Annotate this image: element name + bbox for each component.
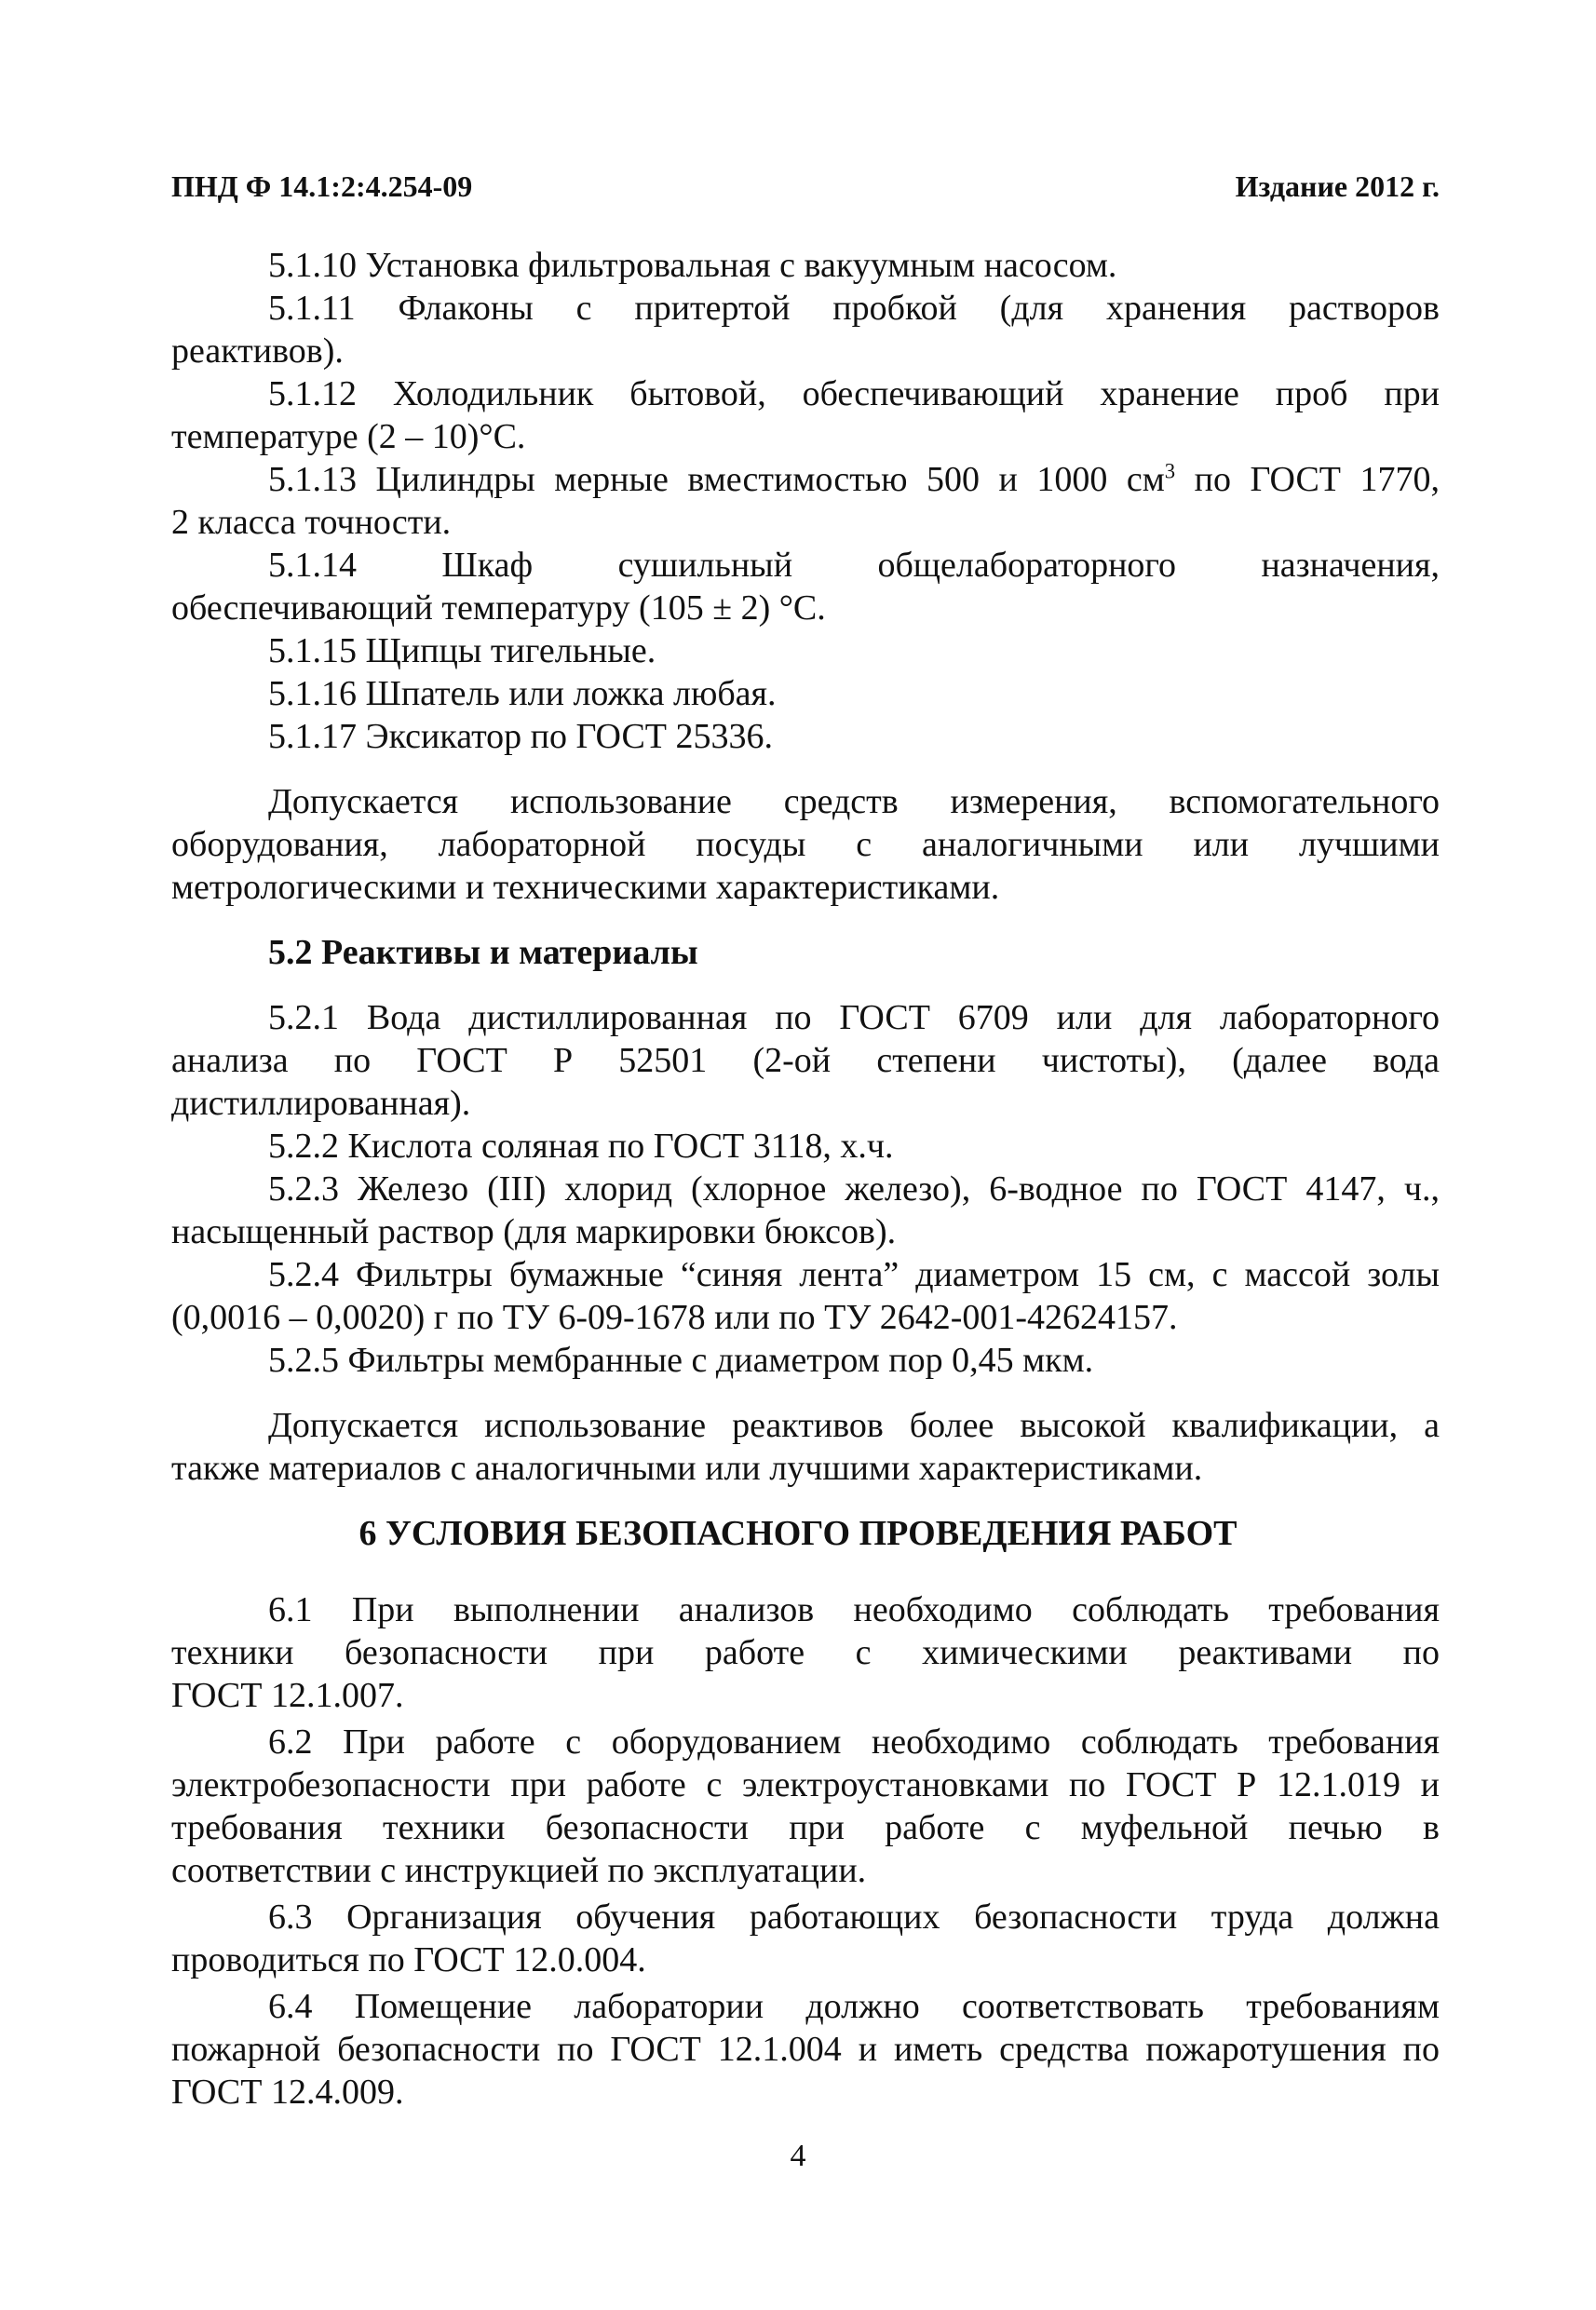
- item-5-2-1-line-2: анализа по ГОСТ Р 52501 (2-ой степени чистоты), (далее вода: [171, 1041, 1440, 1080]
- item-5-1-10: 5.1.10 Установка фильтровальная с вакуумным насосом.: [268, 246, 1117, 285]
- para-6-3-line-2: проводиться по ГОСТ 12.0.004.: [171, 1940, 646, 1979]
- note-1-line-3: метрологическими и техническими характеристиками.: [171, 868, 1000, 907]
- item-5-1-13-text-tail: по ГОСТ 1770,: [1175, 460, 1440, 499]
- item-5-1-13-line-1: [268, 458, 1440, 501]
- item-5-2-4-line-2: (0,0016 – 0,0020) г по ТУ 6-09-1678 или по ТУ 2642-001-42624157.: [171, 1298, 1178, 1337]
- item-5-1-13-line-2: 2 класса точности.: [171, 503, 452, 542]
- page-number: 4: [790, 2139, 806, 2173]
- item-5-1-17: 5.1.17 Эксикатор по ГОСТ 25336.: [268, 717, 774, 756]
- edition-label: Издание 2012 г.: [1235, 169, 1440, 203]
- para-6-2-line-2: электробезопасности при работе с электроустановками по ГОСТ Р 12.1.019 и: [171, 1765, 1440, 1804]
- item-5-1-15: 5.1.15 Щипцы тигельные.: [268, 631, 656, 670]
- para-6-1-line-3: ГОСТ 12.1.007.: [171, 1676, 404, 1715]
- para-6-2-line-1: 6.2 При работе с оборудованием необходимо соблюдать требования: [268, 1722, 1440, 1762]
- item-5-1-14-line-2: обеспечивающий температуру (105 ± 2) °С.: [171, 588, 826, 628]
- section-5-2-heading: 5.2 Реактивы и материалы: [268, 933, 698, 972]
- para-6-4-line-1: 6.4 Помещение лаборатории должно соответствовать требованиям: [268, 1987, 1440, 2026]
- item-5-1-12-line-1: 5.1.12 Холодильник бытовой, обеспечивающий хранение проб при: [268, 374, 1440, 413]
- item-5-2-2: 5.2.2 Кислота соляная по ГОСТ 3118, х.ч.: [268, 1127, 894, 1166]
- para-6-2-line-4: соответствии с инструкцией по эксплуатации.: [171, 1851, 867, 1890]
- para-6-2-line-3: требования техники безопасности при работе с муфельной печью в: [171, 1808, 1440, 1847]
- note-1-line-2: оборудования, лабораторной посуды с аналогичными или лучшими: [171, 825, 1440, 864]
- note-2-line-2: также материалов с аналогичными или лучшими характеристиками.: [171, 1449, 1203, 1488]
- para-6-4-line-3: ГОСТ 12.4.009.: [171, 2073, 404, 2112]
- para-6-3-line-1: 6.3 Организация обучения работающих безопасности труда должна: [268, 1898, 1440, 1937]
- note-2-line-1: Допускается использование реактивов более высокой квалификации, а: [268, 1406, 1440, 1445]
- para-6-4-line-2: пожарной безопасности по ГОСТ 12.1.004 и иметь средства пожаротушения по: [171, 2030, 1440, 2069]
- item-5-2-3-line-2: насыщенный раствор (для маркировки бюксов).: [171, 1212, 897, 1251]
- item-5-2-1-line-1: 5.2.1 Вода дистиллированная по ГОСТ 6709 или для лабораторного: [268, 998, 1440, 1037]
- item-5-2-5: 5.2.5 Фильтры мембранные с диаметром пор 0,45 мкм.: [268, 1341, 1094, 1380]
- item-5-2-4-line-1: 5.2.4 Фильтры бумажные “синяя лента” диаметром 15 см, с массой золы: [268, 1255, 1440, 1294]
- item-5-1-11-line-1: 5.1.11 Флаконы с притертой пробкой (для хранения растворов: [268, 289, 1440, 328]
- document-code: ПНД Ф 14.1:2:4.254-09: [171, 169, 473, 203]
- note-1-line-1: Допускается использование средств измерения, вспомогательного: [268, 782, 1440, 821]
- para-6-1-line-2: техники безопасности при работе с химическими реактивами по: [171, 1633, 1440, 1672]
- item-5-1-16: 5.1.16 Шпатель или ложка любая.: [268, 674, 777, 713]
- cubic-superscript: 3: [1164, 459, 1176, 483]
- item-5-1-13-text: 5.1.13 Цилиндры мерные вместимостью 500 и 1000 см: [268, 460, 1165, 499]
- item-5-1-11-line-2: реактивов).: [171, 331, 344, 371]
- item-5-1-14-line-1: 5.1.14 Шкаф сушильный общелабораторного назначения,: [268, 546, 1440, 585]
- section-6-heading: 6 УСЛОВИЯ БЕЗОПАСНОГО ПРОВЕДЕНИЯ РАБОТ: [358, 1514, 1238, 1553]
- item-5-2-3-line-1: 5.2.3 Железо (III) хлорид (хлорное железо), 6-водное по ГОСТ 4147, ч.,: [268, 1169, 1440, 1209]
- item-5-1-12-line-2: температуре (2 – 10)°С.: [171, 417, 526, 456]
- item-5-2-1-line-3: дистиллированная).: [171, 1084, 471, 1123]
- para-6-1-line-1: 6.1 При выполнении анализов необходимо соблюдать требования: [268, 1590, 1440, 1629]
